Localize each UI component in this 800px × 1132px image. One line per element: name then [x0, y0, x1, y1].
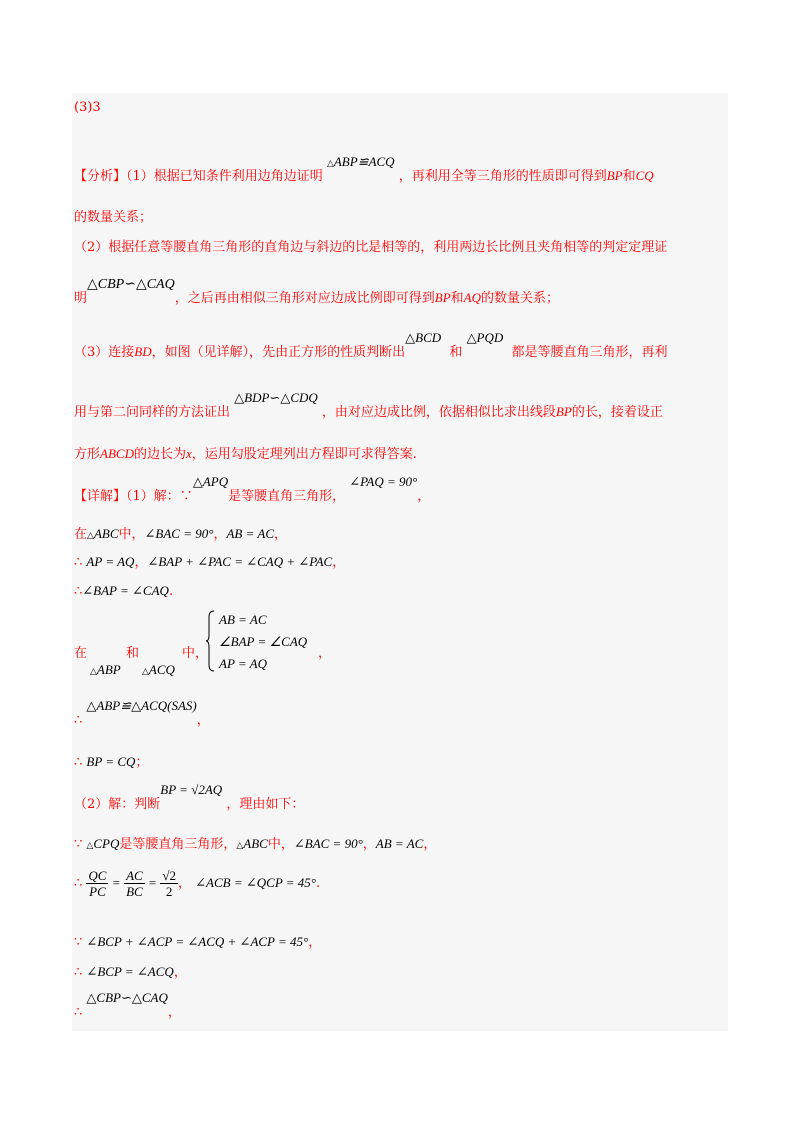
- triangle-abp-label: △ABP: [90, 662, 121, 677]
- and-label: 和: [126, 646, 140, 661]
- congruence-abp-acq: △ABP≌ACQ: [326, 154, 395, 169]
- detail-line-4: ∴∠BAP = ∠CAQ.: [74, 583, 174, 599]
- analysis-line-6: 用与第二问同样的方法证出 △BDP∽△CDQ ，由对应边成比例，依据相似比求出线段BP的长，接着设正: [74, 390, 663, 420]
- detail-line-10: ∴ $\frac{QC}{PC}$ = $\frac{AC}{BC}$ = $\frac{√2}{2}$ ， ∠ACB = ∠QCP = 45°.: [74, 868, 321, 899]
- case-system: AB = AC ∠BAP = ∠CAQ AP = AQ: [205, 610, 345, 674]
- analysis-line-5: （3）连接BD，如图（见详解），先由正方形的性质判断出△BCD 和 △PQD 都是等腰直角三角形，再利: [74, 330, 668, 360]
- analysis-line-2: 的数量关系；: [74, 210, 153, 225]
- fraction-qc-pc: $\frac{QC}{PC}$: [88, 868, 107, 899]
- detail-line-8: （2）解：判断BP = √2AQ ，理由如下：: [74, 782, 305, 812]
- left-brace-icon: [205, 610, 215, 672]
- analysis-line-4: 明△CBP∽△CAQ，之后再由相似三角形对应边成比例即可得到BP和AQ的数量关系；: [74, 277, 560, 306]
- fraction-ac-bc: $\frac{AC}{BC}$: [126, 868, 143, 899]
- fraction-sqrt2-2: $\frac{√2}{2}$: [162, 868, 176, 899]
- analysis-tag: 【分析】: [74, 169, 127, 184]
- analysis-line-1: 【分析】（1）根据已知条件利用边角边证明 △ABP≌ACQ ，再利用全等三角形的性质即可得到BP和CQ: [74, 154, 654, 184]
- analysis-line-7: 方形ABCD的边长为x，运用勾股定理列出方程即可求得答案.: [74, 446, 417, 462]
- detail-line-2: 在△ABC中，∠BAC = 90°，AB = AC，: [74, 526, 287, 542]
- triangle-acq-label: △ACQ: [142, 662, 175, 677]
- triangle-pqd: △PQD: [466, 330, 504, 345]
- detail-line-13: ∴ △CBP∽△CAQ，: [74, 990, 181, 1020]
- detail-line-12: ∴ ∠BCP = ∠ACQ，: [74, 964, 187, 980]
- detail-line-7: ∴ BP = CQ；: [74, 754, 149, 770]
- analysis-line-3: （2）根据任意等腰直角三角形的直角边与斜边的比是相等的，利用两边长比例且夹角相等的判定定理证: [74, 240, 668, 255]
- detail-line-6: ∴ △ABP≌△ACQ(SAS)，: [74, 698, 210, 728]
- detail-line-3: ∴ AP = AQ，∠BAP + ∠PAC = ∠CAQ + ∠PAC，: [74, 554, 346, 570]
- detail-line-5: 在: [74, 646, 88, 661]
- in-label: 中，: [182, 646, 209, 661]
- detail-line-9: ∵ △CPQ是等腰直角三角形，△ABC中，∠BAC = 90°，AB = AC，: [74, 836, 437, 852]
- triangle-bcd: △BCD: [405, 330, 442, 345]
- part-header: (3)3: [74, 100, 101, 115]
- detail-tag: 【详解】: [74, 489, 127, 504]
- detail-line-1: 【详解】（1）解：∵△APQ是等腰直角三角形， ∠PAQ = 90°，: [74, 474, 431, 504]
- detail-line-11: ∵ ∠BCP + ∠ACP = ∠ACQ + ∠ACP = 45°，: [74, 934, 322, 950]
- similar-bdp-cdq: △BDP∽△CDQ: [234, 390, 318, 405]
- similar-cbp-caq: △CBP∽△CAQ: [87, 277, 175, 292]
